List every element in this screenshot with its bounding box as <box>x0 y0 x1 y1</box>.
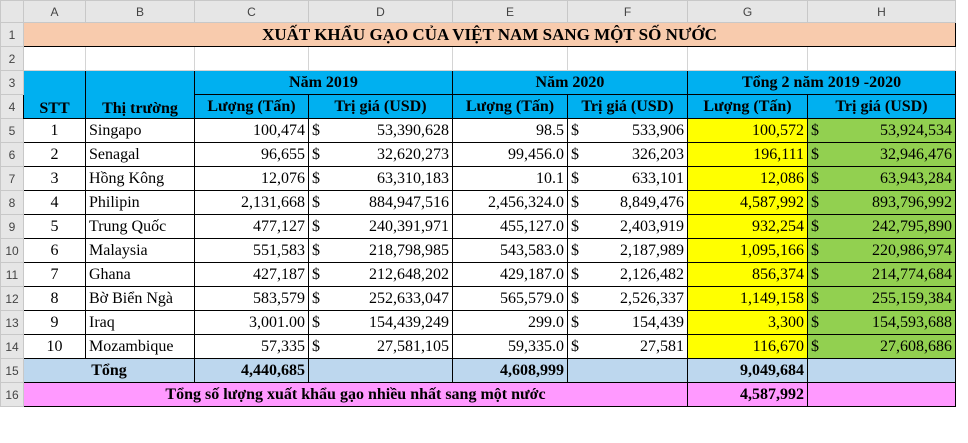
cell-qty-2019[interactable]: 477,127 <box>195 215 309 239</box>
cell-qty-2019[interactable]: 96,655 <box>195 143 309 167</box>
cell-value-total-value: 63,943,284 <box>880 169 952 187</box>
row-header[interactable]: 13 <box>1 311 24 335</box>
max-export-empty[interactable] <box>808 383 956 407</box>
cell-value-2019[interactable] <box>309 287 453 311</box>
sheet-title[interactable]: XUẤT KHẨU GẠO CỦA VIỆT NAM SANG MỘT SỐ NƯỚC <box>24 23 956 47</box>
currency-symbol: $ <box>811 289 819 307</box>
cell-stt[interactable]: 8 <box>24 287 86 311</box>
cell-value-total-value: 27,608,686 <box>880 337 952 355</box>
cell-market[interactable]: Hồng Kông <box>86 167 195 191</box>
header-total[interactable]: Tổng 2 năm 2019 -2020 <box>688 71 956 95</box>
header-qty-2019[interactable]: Lượng (Tấn) <box>195 95 309 119</box>
cell-value-2020-value: 326,203 <box>632 145 684 163</box>
cell-value-2019-value: 63,310,183 <box>377 169 449 187</box>
cell-value-total-value: 154,593,688 <box>872 313 952 331</box>
column-header-A[interactable]: A <box>24 1 86 23</box>
cell-value-total-value: 893,796,992 <box>872 193 952 211</box>
cell-value-2020[interactable] <box>568 143 688 167</box>
total-qty-2020[interactable]: 4,608,999 <box>453 359 568 383</box>
header-value-total[interactable]: Trị giá (USD) <box>808 95 956 119</box>
cell-value-2019-value: 252,633,047 <box>369 289 449 307</box>
currency-symbol: $ <box>571 241 579 259</box>
column-header-D[interactable]: D <box>309 1 453 23</box>
cell-market[interactable]: Malaysia <box>86 239 195 263</box>
cell-market[interactable]: Mozambique <box>86 335 195 359</box>
cell-qty-2020[interactable]: 59,335.0 <box>453 335 568 359</box>
cell-value-2020-value: 2,526,337 <box>620 289 684 307</box>
cell-value-2020[interactable] <box>568 287 688 311</box>
row-header[interactable]: 14 <box>1 335 24 359</box>
total-value-2019[interactable] <box>309 359 453 383</box>
cell-value-2019[interactable] <box>309 311 453 335</box>
cell-value-2020[interactable] <box>568 335 688 359</box>
cell-value-total-value: 242,795,890 <box>872 217 952 235</box>
cell-market[interactable]: Ghana <box>86 263 195 287</box>
cell-qty-2019[interactable]: 3,001.00 <box>195 311 309 335</box>
cell-value-2020-value: 633,101 <box>632 169 684 187</box>
header-qty-total[interactable]: Lượng (Tấn) <box>688 95 808 119</box>
currency-symbol: $ <box>571 313 579 331</box>
empty-cell[interactable] <box>86 47 195 71</box>
cell-value-total[interactable] <box>808 119 956 143</box>
empty-cell[interactable] <box>688 47 808 71</box>
currency-symbol: $ <box>571 265 579 283</box>
header-year-2020[interactable]: Năm 2020 <box>453 71 688 95</box>
sheet-row <box>1 119 956 143</box>
currency-symbol: $ <box>312 145 320 163</box>
cell-value-2020[interactable] <box>568 239 688 263</box>
sheet-row <box>1 311 956 335</box>
total-value-2020[interactable] <box>568 359 688 383</box>
cell-qty-2019[interactable]: 427,187 <box>195 263 309 287</box>
cell-market[interactable]: Trung Quốc <box>86 215 195 239</box>
max-export-value[interactable]: 4,587,992 <box>688 383 808 407</box>
currency-symbol: $ <box>312 337 320 355</box>
cell-value-2019[interactable] <box>309 143 453 167</box>
cell-stt[interactable]: 6 <box>24 239 86 263</box>
cell-value-total-value: 255,159,384 <box>872 289 952 307</box>
cell-value-total-value: 32,946,476 <box>880 145 952 163</box>
currency-symbol: $ <box>312 217 320 235</box>
header-value-2020[interactable]: Trị giá (USD) <box>568 95 688 119</box>
cell-value-2019-value: 27,581,105 <box>377 337 449 355</box>
column-header-G[interactable]: G <box>688 1 808 23</box>
cell-qty-2020[interactable]: 543,583.0 <box>453 239 568 263</box>
sheet-row <box>1 167 956 191</box>
cell-qty-2020[interactable]: 429,187.0 <box>453 263 568 287</box>
cell-value-total-value: 53,924,534 <box>880 121 952 139</box>
currency-symbol: $ <box>571 217 579 235</box>
cell-value-2019[interactable] <box>309 119 453 143</box>
cell-stt[interactable]: 5 <box>24 215 86 239</box>
sheet-row <box>1 47 956 71</box>
currency-symbol: $ <box>571 337 579 355</box>
cell-value-2019[interactable] <box>309 263 453 287</box>
row-header[interactable]: 16 <box>1 383 24 407</box>
cell-value-total[interactable] <box>808 167 956 191</box>
cell-value-2019-value: 218,798,985 <box>369 241 449 259</box>
cell-value-2020-value: 2,187,989 <box>620 241 684 259</box>
cell-value-total-value: 220,986,974 <box>872 241 952 259</box>
cell-value-2020[interactable] <box>568 167 688 191</box>
cell-value-2019-value: 53,390,628 <box>377 121 449 139</box>
cell-qty-2020[interactable]: 10.1 <box>453 167 568 191</box>
cell-value-2019-value: 32,620,273 <box>377 145 449 163</box>
empty-cell[interactable] <box>24 47 86 71</box>
column-header-F[interactable]: F <box>568 1 688 23</box>
cell-value-2020-value: 2,403,919 <box>620 217 684 235</box>
cell-value-2019[interactable] <box>309 335 453 359</box>
sheet-row <box>1 383 956 407</box>
empty-cell[interactable] <box>808 47 956 71</box>
currency-symbol: $ <box>571 145 579 163</box>
cell-qty-2020[interactable]: 99,456.0 <box>453 143 568 167</box>
cell-stt[interactable]: 2 <box>24 143 86 167</box>
cell-value-2019[interactable] <box>309 191 453 215</box>
row-header[interactable]: 7 <box>1 167 24 191</box>
currency-symbol: $ <box>811 337 819 355</box>
grid-body <box>1 1 956 407</box>
cell-qty-2020[interactable]: 2,456,324.0 <box>453 191 568 215</box>
cell-market[interactable]: Bờ Biển Ngà <box>86 287 195 311</box>
cell-value-2019-value: 884,947,516 <box>369 193 449 211</box>
select-all-corner[interactable] <box>1 1 24 23</box>
currency-symbol: $ <box>312 265 320 283</box>
header-market[interactable]: Thị trường <box>86 71 195 119</box>
currency-symbol: $ <box>312 241 320 259</box>
cell-qty-2020[interactable]: 455,127.0 <box>453 215 568 239</box>
total-label[interactable]: Tổng <box>24 359 195 383</box>
row-header[interactable]: 8 <box>1 191 24 215</box>
row-header[interactable]: 6 <box>1 143 24 167</box>
cell-value-total[interactable] <box>808 263 956 287</box>
cell-stt[interactable]: 9 <box>24 311 86 335</box>
row-header[interactable]: 10 <box>1 239 24 263</box>
cell-value-2019[interactable] <box>309 167 453 191</box>
sheet-row <box>1 215 956 239</box>
cell-qty-total[interactable]: 116,670 <box>688 335 808 359</box>
cell-qty-total[interactable]: 100,572 <box>688 119 808 143</box>
cell-qty-2019[interactable]: 57,335 <box>195 335 309 359</box>
cell-qty-total[interactable]: 856,374 <box>688 263 808 287</box>
column-header-E[interactable]: E <box>453 1 568 23</box>
row-header[interactable]: 9 <box>1 215 24 239</box>
cell-qty-total[interactable]: 196,111 <box>688 143 808 167</box>
cell-qty-total[interactable]: 932,254 <box>688 215 808 239</box>
total-qty-all[interactable]: 9,049,684 <box>688 359 808 383</box>
cell-value-total[interactable] <box>808 335 956 359</box>
sheet-row <box>1 71 956 95</box>
cell-stt[interactable]: 4 <box>24 191 86 215</box>
header-qty-2020[interactable]: Lượng (Tấn) <box>453 95 568 119</box>
currency-symbol: $ <box>312 169 320 187</box>
cell-value-2019-value: 240,391,971 <box>369 217 449 235</box>
cell-qty-2020[interactable]: 299.0 <box>453 311 568 335</box>
total-value-all[interactable] <box>808 359 956 383</box>
sheet-row <box>1 263 956 287</box>
column-header-C[interactable]: C <box>195 1 309 23</box>
cell-stt[interactable]: 10 <box>24 335 86 359</box>
cell-qty-total[interactable]: 1,149,158 <box>688 287 808 311</box>
cell-value-2020[interactable] <box>568 263 688 287</box>
cell-qty-2019[interactable]: 2,131,668 <box>195 191 309 215</box>
cell-value-2020-value: 533,906 <box>632 121 684 139</box>
currency-symbol: $ <box>811 241 819 259</box>
total-qty-2019[interactable]: 4,440,685 <box>195 359 309 383</box>
empty-cell[interactable] <box>453 47 568 71</box>
row-header[interactable]: 3 <box>1 71 24 95</box>
cell-market[interactable]: Senagal <box>86 143 195 167</box>
cell-qty-total[interactable]: 12,086 <box>688 167 808 191</box>
cell-value-2020-value: 154,439 <box>632 313 684 331</box>
cell-value-total[interactable] <box>808 215 956 239</box>
row-header[interactable]: 5 <box>1 119 24 143</box>
currency-symbol: $ <box>811 265 819 283</box>
cell-value-total[interactable] <box>808 311 956 335</box>
sheet-row <box>1 287 956 311</box>
cell-value-total-value: 214,774,684 <box>872 265 952 283</box>
cell-stt[interactable]: 3 <box>24 167 86 191</box>
cell-qty-total[interactable]: 4,587,992 <box>688 191 808 215</box>
column-header-H[interactable]: H <box>808 1 956 23</box>
cell-qty-2020[interactable]: 565,579.0 <box>453 287 568 311</box>
cell-qty-total[interactable]: 3,300 <box>688 311 808 335</box>
currency-symbol: $ <box>811 313 819 331</box>
currency-symbol: $ <box>571 193 579 211</box>
currency-symbol: $ <box>571 169 579 187</box>
currency-symbol: $ <box>312 313 320 331</box>
cell-qty-2019[interactable]: 12,076 <box>195 167 309 191</box>
cell-value-total[interactable] <box>808 239 956 263</box>
cell-qty-total[interactable]: 1,095,166 <box>688 239 808 263</box>
cell-value-total[interactable] <box>808 143 956 167</box>
header-stt[interactable]: STT <box>24 71 86 119</box>
currency-symbol: $ <box>312 121 320 139</box>
cell-stt[interactable]: 7 <box>24 263 86 287</box>
cell-market[interactable]: Iraq <box>86 311 195 335</box>
cell-qty-2020[interactable]: 98.5 <box>453 119 568 143</box>
cell-value-total[interactable] <box>808 287 956 311</box>
header-value-2019[interactable]: Trị giá (USD) <box>309 95 453 119</box>
sheet-row <box>1 335 956 359</box>
cell-value-2020-value: 2,126,482 <box>620 265 684 283</box>
row-header[interactable]: 11 <box>1 263 24 287</box>
max-export-label[interactable]: Tổng số lượng xuất khẩu gạo nhiều nhất sang một nước <box>24 383 688 407</box>
cell-value-2019-value: 154,439,249 <box>369 313 449 331</box>
row-header[interactable]: 2 <box>1 47 24 71</box>
cell-value-2020[interactable] <box>568 311 688 335</box>
empty-cell[interactable] <box>568 47 688 71</box>
cell-value-2020-value: 8,849,476 <box>620 193 684 211</box>
row-header[interactable]: 4 <box>1 95 24 119</box>
sheet-row <box>1 23 956 47</box>
currency-symbol: $ <box>811 193 819 211</box>
column-header-B[interactable]: B <box>86 1 195 23</box>
cell-value-2020-value: 27,581 <box>640 337 684 355</box>
row-header[interactable]: 15 <box>1 359 24 383</box>
row-header[interactable]: 1 <box>1 23 24 47</box>
currency-symbol: $ <box>811 169 819 187</box>
cell-value-2019[interactable] <box>309 215 453 239</box>
sheet-row <box>1 191 956 215</box>
cell-value-2020[interactable] <box>568 191 688 215</box>
cell-qty-2019[interactable]: 583,579 <box>195 287 309 311</box>
currency-symbol: $ <box>811 217 819 235</box>
row-header[interactable]: 12 <box>1 287 24 311</box>
header-year-2019[interactable]: Năm 2019 <box>195 71 453 95</box>
currency-symbol: $ <box>312 193 320 211</box>
sheet-row <box>1 359 956 383</box>
cell-qty-2019[interactable]: 100,474 <box>195 119 309 143</box>
cell-qty-2019[interactable]: 551,583 <box>195 239 309 263</box>
currency-symbol: $ <box>571 121 579 139</box>
cell-market[interactable]: Philipin <box>86 191 195 215</box>
currency-symbol: $ <box>571 289 579 307</box>
cell-value-2020[interactable] <box>568 119 688 143</box>
cell-value-total[interactable] <box>808 191 956 215</box>
empty-cell[interactable] <box>309 47 453 71</box>
cell-stt[interactable]: 1 <box>24 119 86 143</box>
empty-cell[interactable] <box>195 47 309 71</box>
cell-value-2019[interactable] <box>309 239 453 263</box>
cell-value-2019-value: 212,648,202 <box>369 265 449 283</box>
currency-symbol: $ <box>811 145 819 163</box>
currency-symbol: $ <box>312 289 320 307</box>
cell-market[interactable]: Singapo <box>86 119 195 143</box>
sheet-row <box>1 143 956 167</box>
currency-symbol: $ <box>811 121 819 139</box>
sheet-row <box>1 239 956 263</box>
cell-value-2020[interactable] <box>568 215 688 239</box>
